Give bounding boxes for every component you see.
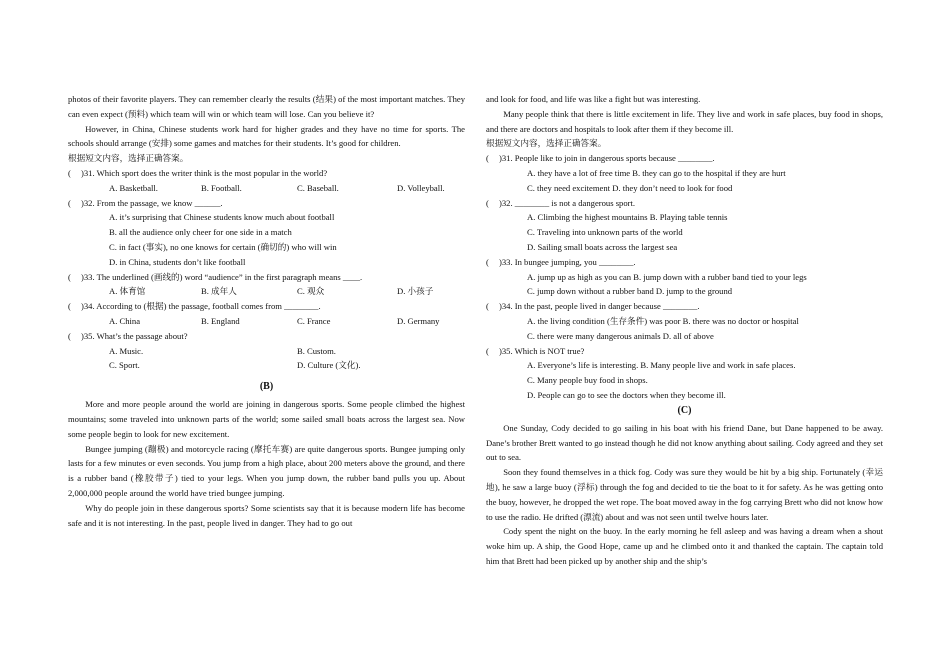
option-b: B. all the audience only cheer for one side in a match (109, 227, 292, 238)
question-stem: )34. According to (根据) the passage, football comes from ________. (81, 301, 321, 312)
question-stem: )31. Which sport does the writer think is the most popular in the world? (81, 167, 328, 178)
question-stem: )31. People like to join in dangerous sports because ________. (499, 153, 715, 164)
options-a-b: A. the living condition (生存条件) was poor B. there was no doctor or hospital (527, 315, 799, 326)
option-d: D. People can go to see the doctors when they become ill. (527, 389, 726, 400)
passage-b-paragraph: and look for food, and life was like a fight but was interesting. (486, 94, 701, 104)
answer-bracket: ( (486, 301, 489, 312)
passage-c-paragraph: One Sunday, Cody decided to go sailing in his boat with his friend Dane, but Dane happened to be away. Dane’s brother Brett wanted to go instead though he did not know anything about sailing. Cody agreed and they set out to sea. (486, 422, 883, 463)
option-a: A. it’s surprising that Chinese students know much about football (109, 212, 335, 223)
section-b-title: (B) (259, 381, 274, 393)
option-b: B. 成年人 (201, 286, 237, 297)
question-stem: )35. What’s the passage about? (81, 330, 188, 341)
option-d: D. in China, students don’t like football (109, 256, 246, 267)
option-c: C. Baseball. (297, 182, 339, 193)
answer-bracket: ( (68, 167, 71, 178)
question-33 (486, 255, 883, 270)
passage-c-paragraph: Soon they found themselves in a thick fog. Cody was sure they would be hit by a big ship. Fortunately (幸运地), he saw a large buoy (浮标) through the fog and decided to tie the boat to it for safety. As he was getting onto the buoy, however, he dropped the wet rope. The boat moved away in the fog carrying Brett who did not know how to use the radio. He drifted (漂流) about and was not seen until twelve hours later. (486, 467, 884, 522)
answer-bracket: ( (68, 271, 71, 282)
question-stem: )32. From the passage, we know ______. (81, 197, 223, 208)
option-c: C. Sport. (109, 360, 140, 371)
answer-bracket: ( (486, 153, 489, 164)
options-c-d: C. they need excitement D. they don’t need to look for food (527, 182, 733, 193)
question-stem: )35. Which is NOT true? (499, 345, 585, 356)
section-c-title: (C) (677, 404, 692, 416)
option-d: D. 小孩子 (397, 286, 434, 297)
question-35 (68, 329, 465, 344)
options-row (68, 344, 465, 359)
option-a: A. Basketball. (109, 182, 158, 193)
question-33 (68, 270, 465, 285)
right-column (486, 92, 883, 569)
left-column (68, 92, 465, 530)
options-c-d: C. there were many dangerous animals D. all of above (527, 330, 714, 341)
option-a: A. China (109, 315, 141, 326)
option-b: B. Football. (201, 182, 242, 193)
option-d: D. Sailing small boats across the largest sea (527, 241, 678, 252)
option-b: B. England (201, 315, 240, 326)
option-c: C. France (297, 315, 331, 326)
option-b: B. Custom. (297, 345, 336, 356)
question-35 (486, 344, 883, 359)
option-c: C. Many people buy food in shops. (527, 375, 648, 386)
answer-bracket: ( (68, 330, 71, 341)
options-a-b: A. Climbing the highest mountains B. Playing table tennis (527, 212, 728, 223)
instruction-text: 根据短文内容，选择正确答案。 (68, 153, 189, 164)
options-row (68, 181, 465, 196)
question-stem: )34. In the past, people lived in danger because ________. (499, 301, 700, 312)
question-31 (486, 151, 883, 166)
passage-b-paragraph: Many people think that there is little excitement in life. They live and work in safe places, buy food in shops, and there are doctors and hospitals to look after them if they become ill. (486, 108, 883, 134)
answer-bracket: ( (486, 197, 489, 208)
option-c: C. in fact (事实), no one knows for certain (确切的) who will win (109, 241, 337, 252)
options-row (68, 284, 465, 299)
question-32 (68, 196, 465, 211)
option-c: C. Traveling into unknown parts of the world (527, 227, 683, 238)
passage-b-paragraph: Bungee jumping (蹦极) and motorcycle racing (摩托车赛) are quite dangerous sports. Bungee jumping only lasts for a few minutes or even seconds. You jump from a high place, about 200 meters above the ground, and there is a rubber band (橡胶带子) tied to your legs. When you jump down, the rubber band pulls you up. About 2,000,000 people around the world have tried bungee jumping. (68, 443, 465, 498)
option-c: C. 观众 (297, 286, 325, 297)
answer-bracket: ( (68, 197, 71, 208)
question-34 (68, 299, 465, 314)
option-d: D. Germany (397, 315, 440, 326)
question-stem: )32. ________ is not a dangerous sport. (499, 197, 636, 208)
passage-a-paragraph: photos of their favorite players. They can remember clearly the results (结果) of the most important matches. They can even expect (预料) which team will win or which team will lose. Can you believe it? (68, 94, 465, 119)
question-stem: )33. In bungee jumping, you ________. (499, 256, 636, 267)
option-a: A. 体育馆 (109, 286, 146, 297)
question-32 (486, 196, 883, 211)
passage-b-paragraph: Why do people join in these dangerous sports? Some scientists say that it is because modern life has become safe and it is not interesting. In the past, people lived in danger. They had to go out (68, 502, 465, 528)
option-a: A. Music. (109, 345, 144, 356)
passage-b-paragraph: More and more people around the world are joining in dangerous sports. Some people climbed the highest mountains; some traveled into unknown parts of the world; some sailed small boats across the largest sea. Now some people begin to look for new excitement. (68, 399, 465, 439)
option-d: D. Culture (文化). (297, 360, 361, 371)
options-c-d: C. jump down without a rubber band D. jump to the ground (527, 286, 733, 297)
passage-a-paragraph: However, in China, Chinese students work hard for higher grades and they have no time for sports. The schools should arrange (安排) some games and matches for their students. It’s good for children. (68, 123, 465, 149)
option-d: D. Volleyball. (397, 182, 445, 193)
answer-bracket: ( (68, 301, 71, 312)
options-a-b: A. Everyone’s life is interesting. B. Many people live and work in safe places. (527, 360, 796, 371)
options-a-b: A. they have a lot of free time B. they can go to the hospital if they are hurt (527, 167, 786, 178)
question-stem: )33. The underlined (画线的) word “audience” in the first paragraph means ____. (81, 271, 363, 282)
answer-bracket: ( (486, 345, 489, 356)
passage-c-paragraph: Cody spent the night on the buoy. In the early morning he fell asleep and was having a dream when a shout woke him up. A ship, the Good Hope, came up and he climbed onto it and thanked the captain. The captain told him that Brett had been picked up by another ship and the ship’s (486, 526, 883, 566)
answer-bracket: ( (486, 256, 489, 267)
question-34 (486, 299, 883, 314)
options-a-b: A. jump up as high as you can B. jump down with a rubber band tied to your legs (527, 271, 807, 282)
options-row (68, 314, 465, 329)
instruction-text: 根据短文内容，选择正确答案。 (486, 138, 607, 149)
question-31 (68, 166, 465, 181)
options-row (68, 358, 465, 373)
